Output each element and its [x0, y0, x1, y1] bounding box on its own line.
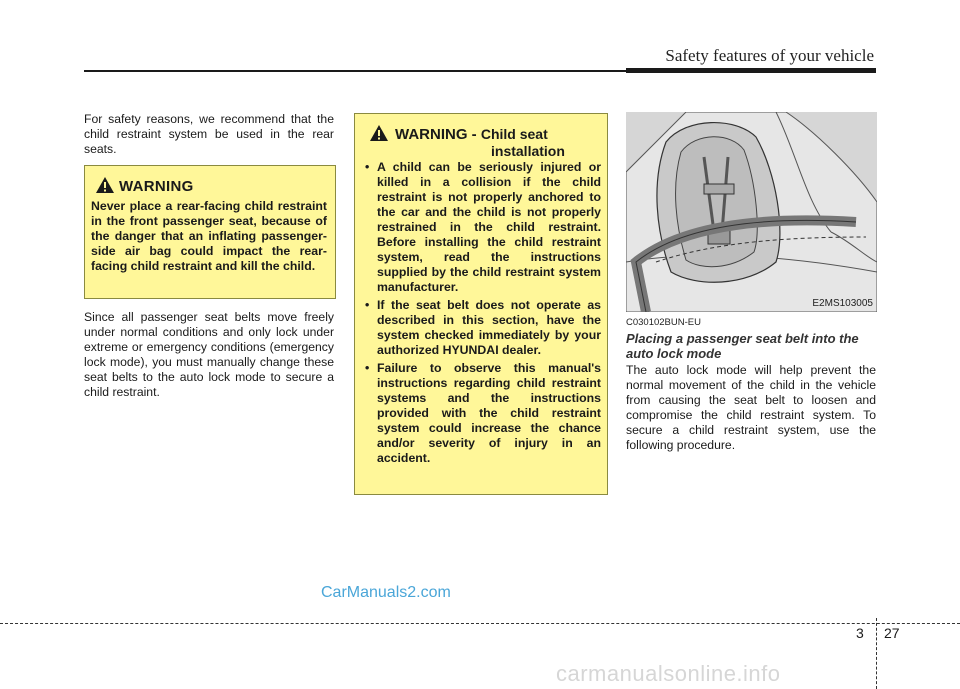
site-watermark: carmanualsonline.info	[556, 661, 781, 686]
column-1-lower	[84, 310, 334, 400]
section-number: 3	[856, 625, 864, 641]
warning-title-sub2: installation	[491, 143, 565, 159]
warning-triangle-icon	[95, 176, 115, 194]
section-title: Placing a passenger seat belt into the auto lock mode	[626, 331, 859, 361]
warning-title-main: WARNING -	[395, 126, 477, 143]
warning-list	[355, 160, 601, 469]
intro-paragraph: For safety reasons, we recommend that the child restraint system be used in the rear seats.	[84, 112, 334, 156]
warning-box-rear-facing	[84, 165, 336, 299]
page-number: 27	[884, 625, 900, 641]
warning-title: WARNING	[119, 178, 194, 195]
footer-rule	[0, 623, 960, 624]
warning-title	[395, 126, 565, 160]
document-code: C030102BUN-EU	[626, 317, 701, 328]
warning-text: Never place a rear-facing child restraint in the front passenger seat, because of the danger that an inflating passenger-side air bag could impact the rear-facing child restraint and kill the child.	[91, 199, 327, 273]
auto-lock-paragraph: The auto lock mode will help prevent the normal movement of the child in the vehicle from causing the seat belt to loosen and compromise the child restraint system. To secure a child restraint system, use the following procedure.	[626, 363, 876, 452]
warning-list-item: • Failure to observe this manual's instructions regarding child restraint systems and the instructions provided with the child restraint system could increase the chance and/or severity of injury in an accident.	[361, 361, 601, 466]
page-header-title: Safety features of your vehicle	[665, 46, 874, 65]
warning-box-child-seat	[354, 113, 608, 495]
header-rule-accent	[626, 68, 876, 73]
watermark-logo: CarManuals2.com	[321, 584, 451, 601]
warning-list-item: • A child can be seriously injured or killed in a collision if the child restraint is not properly anchored to the car and the child is not properly restrained in the child restraint. Before installing the child restraint system, read the instructions supplied by the child restraint system manufacturer.	[361, 160, 601, 295]
warning-title-sub: Child seat	[480, 126, 548, 142]
child-seat-illustration	[626, 112, 877, 312]
child-seat-drawing	[626, 112, 877, 312]
column-1	[84, 112, 334, 157]
warning-triangle-icon	[369, 124, 389, 142]
footer-divider	[876, 618, 877, 689]
figure-code: E2MS103005	[812, 298, 873, 309]
lock-mode-paragraph: Since all passenger seat belts move freely under normal conditions and only lock under extreme or emergency conditions (emergency lock mode), you must manually change these seat belts to the auto lock mode to secure a child restraint.	[84, 310, 334, 399]
warning-list-item: • If the seat belt does not operate as described in this section, have the system checked immediately by your authorized HYUNDAI dealer.	[361, 298, 601, 358]
